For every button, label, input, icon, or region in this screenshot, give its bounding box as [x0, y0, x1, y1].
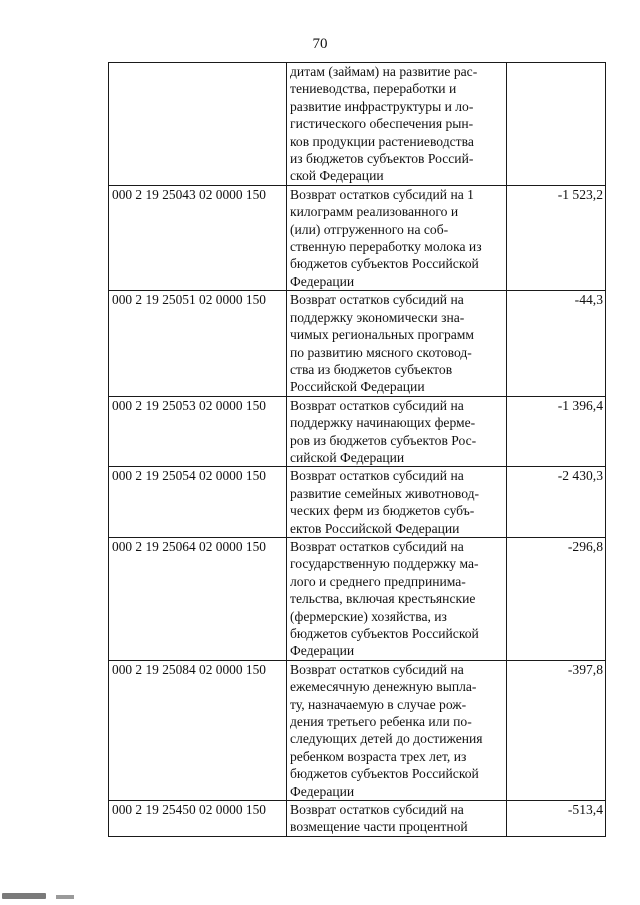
description-line: дения третьего ребенка или по- — [290, 714, 472, 730]
budget-code-cell: 000 2 19 25051 02 0000 150 — [109, 291, 287, 396]
description-line: гистического обеспечения рын- — [290, 116, 474, 132]
description-line: государственную поддержку ма- — [290, 556, 479, 572]
description-line: по развитию мясного скотовод- — [290, 344, 472, 360]
table-body — [109, 63, 606, 837]
description-cell — [287, 291, 507, 396]
description-cell — [287, 660, 507, 800]
budget-table — [108, 62, 606, 837]
description-line: Возврат остатков субсидий на — [290, 538, 464, 554]
budget-code-cell: 000 2 19 25084 02 0000 150 — [109, 660, 287, 800]
description-line: тельства, включая крестьянские — [290, 591, 476, 607]
description-line: килограмм реализованного и — [290, 204, 459, 220]
description-line: ческих ферм из бюджетов субъ- — [290, 503, 475, 519]
description-line: из бюджетов субъектов Россий- — [290, 151, 474, 167]
description-line: поддержку начинающих ферме- — [290, 415, 476, 431]
description-line: Возврат остатков субсидий на — [290, 397, 464, 413]
description-line: бюджетов субъектов Российской — [290, 766, 479, 782]
table-row — [109, 63, 606, 186]
budget-code-cell: 000 2 19 25053 02 0000 150 — [109, 396, 287, 467]
description-line: ров из бюджетов субъектов Рос- — [290, 432, 477, 448]
description-line: ственную переработку молока из — [290, 239, 482, 255]
description-cell — [287, 467, 507, 538]
description-line: Российской Федерации — [290, 379, 425, 395]
page-number: 70 — [312, 36, 328, 52]
table-row — [109, 537, 606, 660]
description-line: Возврат остатков субсидий на — [290, 292, 464, 308]
description-line: возмещение части процентной — [290, 819, 468, 835]
description-cell — [287, 63, 507, 186]
amount-cell: -2 430,3 — [507, 467, 606, 538]
table-row — [109, 467, 606, 538]
description-cell — [287, 801, 507, 837]
description-line: лого и среднего предпринима- — [290, 573, 466, 589]
description-line: сийской Федерации — [290, 449, 405, 465]
table-row — [109, 660, 606, 800]
description-cell — [287, 537, 507, 660]
description-line: Федерации — [290, 783, 355, 799]
table-row — [109, 801, 606, 837]
budget-code-cell: 000 2 19 25043 02 0000 150 — [109, 185, 287, 290]
scan-edge-mark — [2, 893, 46, 899]
description-line: ежемесячную денежную выпла- — [290, 679, 477, 695]
description-line: развитие семейных животновод- — [290, 485, 480, 501]
budget-code-cell — [109, 63, 287, 186]
table-row — [109, 291, 606, 396]
amount-cell: -44,3 — [507, 291, 606, 396]
description-line: Федерации — [290, 643, 355, 659]
description-line: Возврат остатков субсидий на — [290, 468, 464, 484]
description-line: чимых региональных программ — [290, 327, 475, 343]
budget-code-cell: 000 2 19 25450 02 0000 150 — [109, 801, 287, 837]
amount-cell: -397,8 — [507, 660, 606, 800]
description-line: следующих детей до достижения — [290, 731, 483, 747]
amount-cell — [507, 63, 606, 186]
budget-code-cell: 000 2 19 25054 02 0000 150 — [109, 467, 287, 538]
description-line: ту, назначаемую в случае рож- — [290, 696, 467, 712]
description-line: ребенком возраста трех лет, из — [290, 748, 467, 764]
amount-cell: -1 396,4 — [507, 396, 606, 467]
description-line: (или) отгруженного на соб- — [290, 221, 449, 237]
description-line: Возврат остатков субсидий на — [290, 802, 464, 818]
description-line: ков продукции растениеводства — [290, 133, 474, 149]
scan-edge-mark — [56, 895, 74, 899]
description-line: Возврат остатков субсидий на — [290, 661, 464, 677]
description-line: Возврат остатков субсидий на 1 — [290, 186, 474, 202]
description-line: бюджетов субъектов Российской — [290, 256, 479, 272]
description-line: Федерации — [290, 273, 355, 289]
description-line: (фермерские) хозяйства, из — [290, 608, 447, 624]
amount-cell: -513,4 — [507, 801, 606, 837]
description-line: тениеводства, переработки и — [290, 81, 457, 97]
description-line: ектов Российской Федерации — [290, 520, 460, 536]
description-cell — [287, 396, 507, 467]
description-line: поддержку экономически зна- — [290, 309, 465, 325]
amount-cell: -296,8 — [507, 537, 606, 660]
amount-cell: -1 523,2 — [507, 185, 606, 290]
description-line: развитие инфраструктуры и ло- — [290, 98, 474, 114]
description-line: ской Федерации — [290, 168, 384, 184]
description-line: дитам (займам) на развитие рас- — [290, 64, 478, 79]
table-row — [109, 185, 606, 290]
table-row — [109, 396, 606, 467]
description-line: бюджетов субъектов Российской — [290, 626, 479, 641]
budget-code-cell: 000 2 19 25064 02 0000 150 — [109, 537, 287, 660]
description-line: ства из бюджетов субъектов — [290, 361, 453, 377]
description-cell — [287, 185, 507, 290]
